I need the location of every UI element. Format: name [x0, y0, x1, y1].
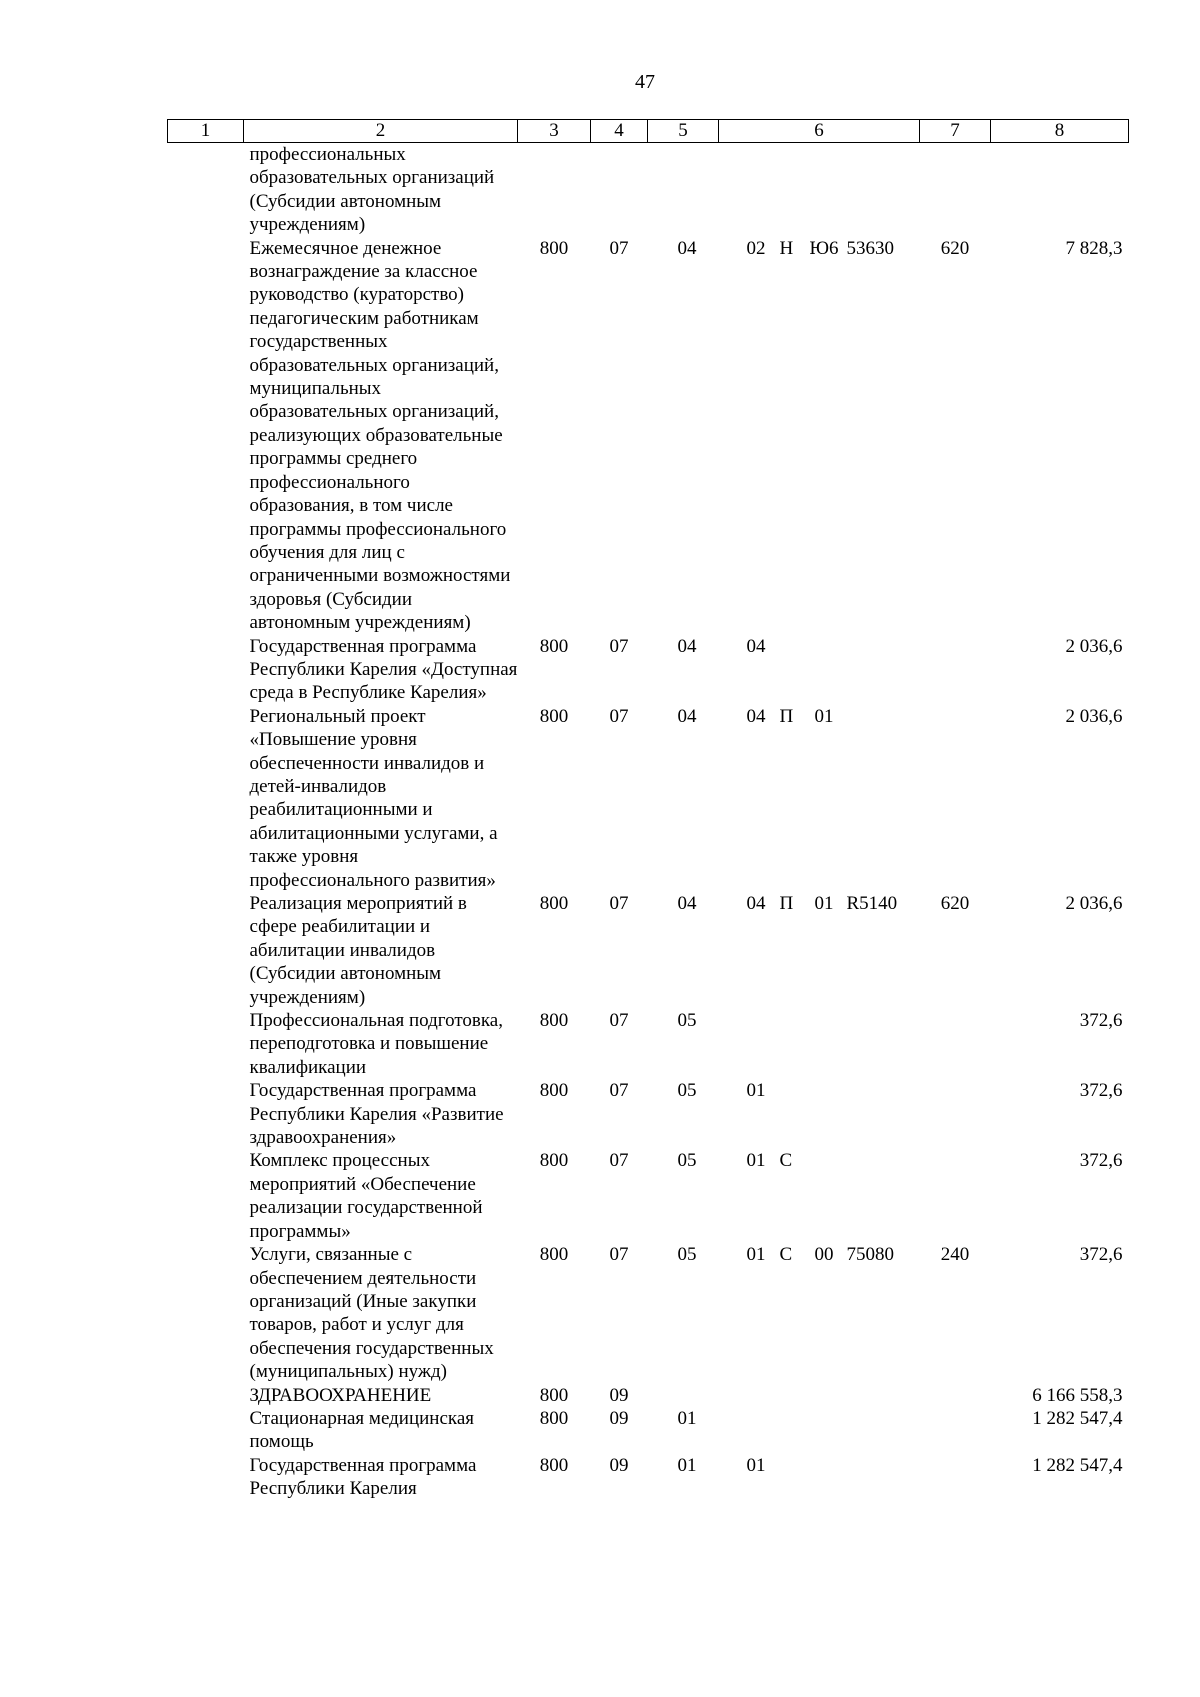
target-article-cell — [719, 237, 920, 635]
target-article-cell — [719, 635, 920, 705]
direction-code — [847, 1149, 907, 1172]
row-name: Региональный проект «Повышение уровня обеспеченности инвалидов и детей-инвалидов реабилитационными и абилитационными услугами, а также уровня профессионального развития» — [249, 705, 498, 891]
amount: 7 828,3 — [1065, 237, 1123, 259]
subsection-code: 05 — [677, 1244, 697, 1266]
expense-type-code — [920, 143, 991, 237]
subsection-code: 04 — [677, 635, 697, 657]
amount — [991, 143, 1129, 237]
program-code: 04 — [746, 705, 766, 727]
subsection-code: 04 — [677, 237, 697, 259]
section-code: 07 — [609, 1010, 629, 1032]
row-number-cell — [168, 143, 244, 237]
target-article-cell — [719, 1384, 920, 1407]
table-row — [168, 635, 1129, 705]
row-name: Профессиональная подготовка, переподготовка и повышение квалификации — [249, 1010, 503, 1078]
subsection-code: 05 — [677, 1150, 697, 1172]
row-name: профессиональных образовательных организаций (Субсидии автономным учреждениям) — [249, 144, 495, 236]
row-number-cell — [168, 1407, 244, 1454]
table-row — [168, 143, 1129, 237]
header-row — [168, 120, 1129, 143]
direction-code — [847, 1454, 907, 1477]
subsection-code: 05 — [677, 1010, 697, 1032]
ministry-code: 800 — [539, 705, 569, 727]
column-header-2: 2 — [244, 120, 518, 143]
section-code: 09 — [609, 1454, 629, 1476]
target-article-cell — [719, 1454, 920, 1501]
table-row — [168, 1243, 1129, 1383]
ministry-code: 800 — [539, 1150, 569, 1172]
row-name: Государственная программа Республики Карелия — [249, 1454, 477, 1500]
subprogram-code: П — [779, 893, 794, 914]
table-row — [168, 1384, 1129, 1407]
section-code: 07 — [609, 1244, 629, 1266]
row-number-cell — [168, 1454, 244, 1501]
row-name: Государственная программа Республики Карелия «Доступная среда в Республике Карелия» — [249, 635, 518, 704]
expense-type-code — [920, 1009, 991, 1079]
measure-code: Ю6 — [809, 237, 839, 259]
table-row — [168, 1079, 1129, 1149]
subprogram-code: С — [779, 1244, 793, 1266]
program-code: 01 — [746, 1150, 766, 1172]
measure-code — [802, 1079, 847, 1102]
program-code: 04 — [746, 893, 766, 914]
table-row — [168, 1149, 1129, 1243]
expense-type-code — [920, 635, 991, 705]
target-article-cell — [719, 143, 920, 237]
program-code: 04 — [746, 635, 766, 657]
section-code: 07 — [609, 1150, 629, 1172]
section-code: 09 — [609, 1407, 629, 1429]
direction-code: 75080 — [846, 1244, 894, 1266]
program-code: 02 — [746, 237, 766, 259]
ministry-code — [518, 143, 591, 237]
expense-type-code: 620 — [940, 237, 970, 259]
subprogram-code — [780, 1079, 802, 1102]
row-name: ЗДРАВООХРАНЕНИЕ — [249, 1384, 432, 1406]
row-name: Ежемесячное денежное вознаграждение за классное руководство (кураторство) педагогическим работникам государственных образовательных организаций, муниципальных образовательных организаций, реализующих образовательные программы среднего профессионального образования, в том числе программы профессионального обучения для лиц с ограниченными возможностями здоровья (Субсидии автономным учреждениям) — [249, 237, 511, 634]
budget-table — [167, 119, 1129, 1501]
section-code: 07 — [609, 1080, 629, 1102]
amount: 372,6 — [1079, 1244, 1123, 1266]
column-header-8: 8 — [991, 120, 1129, 143]
row-number-cell — [168, 237, 244, 635]
row-number-cell — [168, 705, 244, 892]
row-number-cell — [168, 1009, 244, 1079]
amount: 2 036,6 — [1065, 635, 1123, 657]
subprogram-code: Н — [779, 237, 794, 259]
column-header-6: 6 — [719, 120, 920, 143]
ministry-code: 800 — [539, 1080, 569, 1102]
subprogram-code — [780, 635, 802, 658]
program-code: 01 — [746, 1454, 766, 1476]
row-name: Реализация мероприятий в сфере реабилитации и абилитации инвалидов (Субсидии автономным учреждениям) — [249, 893, 467, 1008]
amount: 1 282 547,4 — [1032, 1407, 1123, 1429]
direction-code: 53630 — [846, 237, 894, 259]
measure-code: 00 — [814, 1244, 834, 1266]
column-header-3: 3 — [518, 120, 591, 143]
row-number-cell — [168, 1079, 244, 1149]
row-number-cell — [168, 635, 244, 705]
direction-code — [847, 1079, 907, 1102]
target-article-cell — [719, 1149, 920, 1243]
subprogram-code: С — [779, 1150, 793, 1172]
row-name: Стационарная медицинская помощь — [249, 1407, 475, 1453]
subsection-code: 04 — [677, 705, 697, 727]
row-number-cell — [168, 892, 244, 1009]
direction-code — [847, 705, 907, 728]
target-article-cell — [719, 1079, 920, 1149]
section-code: 07 — [609, 705, 629, 727]
section-code — [591, 143, 648, 237]
expense-type-code — [920, 1384, 991, 1407]
subsection-code: 01 — [677, 1407, 697, 1429]
column-header-5: 5 — [648, 120, 719, 143]
amount: 2 036,6 — [1065, 893, 1123, 914]
subsection-code: 04 — [677, 893, 697, 914]
amount: 1 282 547,4 — [1032, 1454, 1123, 1476]
row-number-cell — [168, 1384, 244, 1407]
table-row — [168, 1454, 1129, 1501]
ministry-code: 800 — [539, 893, 569, 914]
expense-type-code — [920, 1079, 991, 1149]
column-header-7: 7 — [920, 120, 991, 143]
subprogram-code — [780, 1454, 802, 1477]
target-article-cell — [719, 1009, 920, 1079]
ministry-code: 800 — [539, 1407, 569, 1429]
expense-type-code — [920, 1407, 991, 1454]
table-row — [168, 1009, 1129, 1079]
column-header-1: 1 — [168, 120, 244, 143]
row-number-cell — [168, 1149, 244, 1243]
target-article-cell — [719, 1407, 920, 1454]
subprogram-code: П — [779, 705, 794, 727]
expense-type-code — [920, 1149, 991, 1243]
target-article-cell — [719, 1243, 920, 1383]
subsection-code — [648, 143, 719, 237]
ministry-code: 800 — [539, 237, 569, 259]
row-number-cell — [168, 1243, 244, 1383]
section-code: 07 — [609, 893, 629, 914]
expense-type-code — [920, 1454, 991, 1501]
ministry-code: 800 — [539, 635, 569, 657]
expense-type-code: 240 — [940, 1244, 970, 1266]
ministry-code: 800 — [539, 1244, 569, 1266]
target-article-cell — [719, 705, 920, 892]
measure-code: 01 — [814, 893, 834, 914]
program-code: 01 — [746, 1080, 766, 1102]
ministry-code: 800 — [539, 1010, 569, 1032]
table-row — [168, 705, 1129, 892]
amount: 372,6 — [1079, 1010, 1123, 1032]
amount: 2 036,6 — [1065, 705, 1123, 727]
direction-code: R5140 — [846, 893, 898, 914]
measure-code — [802, 1149, 847, 1172]
ministry-code: 800 — [539, 1454, 569, 1476]
subsection-code: 05 — [677, 1080, 697, 1102]
row-name: Государственная программа Республики Карелия «Развитие здравоохранения» — [249, 1080, 504, 1149]
row-name: Комплекс процессных мероприятий «Обеспечение реализации государственной программы» — [249, 1150, 483, 1242]
section-code: 07 — [609, 635, 629, 657]
measure-code: 01 — [814, 705, 834, 727]
subsection-code — [648, 1384, 719, 1407]
table-row — [168, 237, 1129, 635]
amount: 372,6 — [1079, 1150, 1123, 1172]
measure-code — [802, 635, 847, 658]
ministry-code: 800 — [539, 1384, 569, 1406]
page-number: 47 — [635, 71, 655, 93]
expense-type-code: 620 — [940, 893, 970, 914]
amount: 6 166 558,3 — [1032, 1384, 1123, 1406]
target-article-cell — [719, 892, 920, 1009]
amount: 372,6 — [1079, 1080, 1123, 1102]
table-row — [168, 1407, 1129, 1454]
column-header-4: 4 — [591, 120, 648, 143]
section-code: 09 — [609, 1384, 629, 1406]
measure-code — [802, 1454, 847, 1477]
table-row — [168, 892, 1129, 1009]
subsection-code: 01 — [677, 1454, 697, 1476]
expense-type-code — [920, 705, 991, 892]
row-name: Услуги, связанные с обеспечением деятельности организаций (Иные закупки товаров, работ и услуг для обеспечения государственных (муниципальных) нужд) — [249, 1244, 494, 1383]
direction-code — [847, 635, 907, 658]
program-code: 01 — [746, 1244, 766, 1266]
section-code: 07 — [609, 237, 629, 259]
